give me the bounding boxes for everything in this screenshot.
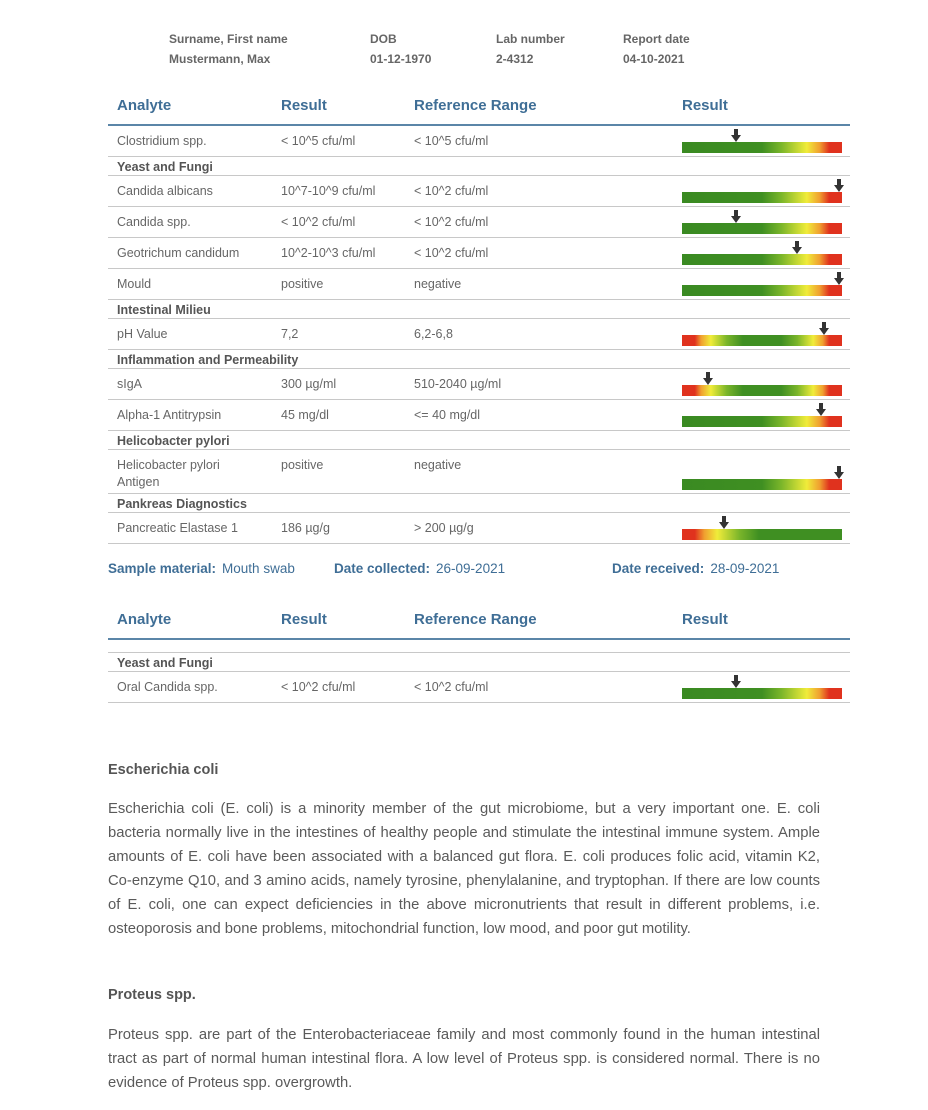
table-row: [108, 672, 850, 703]
result-scale-bar: [682, 529, 842, 540]
result-cell: 186 µg/g: [281, 521, 330, 535]
result-scale-bar: [682, 192, 842, 203]
down-arrow-marker-icon: [834, 466, 844, 479]
reference-cell: < 10^5 cfu/ml: [414, 134, 489, 148]
section-title-ecoli: Escherichia coli: [108, 762, 219, 778]
result-cell: < 10^2 cfu/ml: [281, 680, 356, 694]
table-row: [108, 450, 850, 494]
header-result-graphic: Result: [682, 611, 728, 628]
lab-number-label: Lab number: [496, 32, 565, 46]
result-cell: 10^2-10^3 cfu/ml: [281, 246, 376, 260]
table-header: [108, 92, 850, 126]
sample-material-value: Mouth swab: [222, 561, 295, 576]
result-cell: 10^7-10^9 cfu/ml: [281, 184, 376, 198]
category-row: [108, 157, 850, 176]
analyte-cell: Pankreas Diagnostics: [117, 497, 247, 511]
down-arrow-marker-icon: [731, 675, 741, 688]
result-cell: < 10^2 cfu/ml: [281, 215, 356, 229]
name-label: Surname, First name: [169, 32, 288, 46]
section-text-proteus: Proteus spp. are part of the Enterobacteriaceae family and most commonly found in the human intestinal tract as part of normal human intestinal flora. A low level of Proteus spp. is considered normal. There is no evidence of Proteus spp. overgrowth.: [108, 1027, 820, 1091]
analyte-cell: Yeast and Fungi: [117, 160, 213, 174]
analyte-cell: Helicobacter pylori Antigen: [117, 458, 220, 489]
analyte-cell: Pancreatic Elastase 1: [117, 521, 238, 535]
table-row: [108, 207, 850, 238]
table-row: [108, 176, 850, 207]
down-arrow-marker-icon: [731, 129, 741, 142]
result-cell: < 10^5 cfu/ml: [281, 134, 356, 148]
date-collected: [334, 561, 505, 576]
result-scale-bar: [682, 479, 842, 490]
reference-cell: < 10^2 cfu/ml: [414, 246, 489, 260]
analyte-cell: Yeast and Fungi: [117, 656, 213, 670]
analyte-cell: Inflammation and Permeability: [117, 353, 299, 367]
date-received: [612, 561, 779, 576]
sample-material-label: Sample material:: [108, 561, 217, 576]
analyte-cell: Geotrichum candidum: [117, 246, 240, 260]
down-arrow-marker-icon: [792, 241, 802, 254]
result-scale-bar: [682, 285, 842, 296]
result-scale-bar: [682, 688, 842, 699]
header-reference: Reference Range: [414, 97, 537, 114]
reference-cell: < 10^2 cfu/ml: [414, 215, 489, 229]
result-scale-bar: [682, 142, 842, 153]
category-row: [108, 350, 850, 369]
header-analyte: Analyte: [117, 97, 172, 114]
analyte-cell: Helicobacter pylori: [117, 434, 230, 448]
analyte-cell: Clostridium spp.: [117, 134, 207, 148]
reference-cell: > 200 µg/g: [414, 521, 474, 535]
analyte-cell: Candida spp.: [117, 215, 191, 229]
dob-label: DOB: [370, 32, 397, 46]
reference-cell: negative: [414, 458, 462, 472]
down-arrow-marker-icon: [719, 516, 729, 529]
down-arrow-marker-icon: [819, 322, 829, 335]
analyte-cell: Intestinal Milieu: [117, 303, 211, 317]
down-arrow-marker-icon: [816, 403, 826, 416]
header-result: Result: [281, 611, 327, 628]
result-scale-bar: [682, 416, 842, 427]
result-scale-bar: [682, 254, 842, 265]
reference-cell: 6,2-6,8: [414, 327, 453, 341]
results-table-stool: [108, 92, 850, 544]
result-scale-bar: [682, 223, 842, 234]
results-table-mouth: [108, 606, 850, 703]
table-row: [108, 319, 850, 350]
analyte-cell: pH Value: [117, 327, 168, 341]
analyte-cell: sIgA: [117, 377, 143, 391]
reference-cell: <= 40 mg/dl: [414, 408, 481, 422]
table-row: [108, 269, 850, 300]
down-arrow-marker-icon: [731, 210, 741, 223]
category-row: [108, 494, 850, 513]
header-result: Result: [281, 97, 327, 114]
table-row: [108, 513, 850, 544]
category-row: [108, 300, 850, 319]
table-row: [108, 126, 850, 157]
report-date-label: Report date: [623, 32, 690, 46]
header-result-graphic: Result: [682, 97, 728, 114]
result-scale-bar: [682, 385, 842, 396]
report-date-value: 04-10-2021: [623, 52, 685, 66]
reference-cell: < 10^2 cfu/ml: [414, 680, 489, 694]
table-row: [108, 369, 850, 400]
category-row: [108, 431, 850, 450]
table-row: [108, 400, 850, 431]
date-received-label: Date received:: [612, 561, 705, 576]
analyte-cell: Candida albicans: [117, 184, 213, 198]
section-text-ecoli: Escherichia coli (E. coli) is a minority member of the gut microbiome, but a very important one. E. coli bacteria normally live in the intestines of healthy people and stimulate the intestinal immune system. Ample amounts of E. coli have been associated with a balanced gut flora. E. coli produces folic acid, vitamin K2, Co-enzyme Q10, and 3 amino acids, namely tyrosine, phenylalanine, and tryptophan. If there are low counts of E. coli, one can expect deficiencies in the above micronutrients that result in different problems, i.e. osteoporosis and bone problems, mitochondrial function, low mood, and poor gut motility.: [108, 801, 820, 937]
date-collected-value: 26-09-2021: [436, 561, 506, 576]
table-header: [108, 606, 850, 640]
section-title-proteus: Proteus spp.: [108, 987, 196, 1003]
date-collected-label: Date collected:: [334, 561, 431, 576]
analyte-cell: Oral Candida spp.: [117, 680, 218, 694]
table-row: [108, 238, 850, 269]
analyte-cell: Mould: [117, 277, 152, 291]
header-analyte: Analyte: [117, 611, 172, 628]
header-reference: Reference Range: [414, 611, 537, 628]
result-cell: positive: [281, 458, 324, 472]
result-cell: positive: [281, 277, 324, 291]
lab-number-value: 2-4312: [496, 52, 534, 66]
analyte-cell: Alpha-1 Antitrypsin: [117, 408, 222, 422]
result-scale-bar: [682, 335, 842, 346]
result-cell: 7,2: [281, 327, 299, 341]
sample-material: [108, 561, 295, 576]
name-value: Mustermann, Max: [169, 52, 271, 66]
down-arrow-marker-icon: [834, 179, 844, 192]
dob-value: 01-12-1970: [370, 52, 432, 66]
reference-cell: < 10^2 cfu/ml: [414, 184, 489, 198]
table-row: [108, 640, 850, 653]
result-cell: 300 µg/ml: [281, 377, 337, 391]
category-row: [108, 653, 850, 672]
result-cell: 45 mg/dl: [281, 408, 329, 422]
down-arrow-marker-icon: [834, 272, 844, 285]
reference-cell: 510-2040 µg/ml: [414, 377, 502, 391]
down-arrow-marker-icon: [703, 372, 713, 385]
date-received-value: 28-09-2021: [710, 561, 780, 576]
reference-cell: negative: [414, 277, 462, 291]
